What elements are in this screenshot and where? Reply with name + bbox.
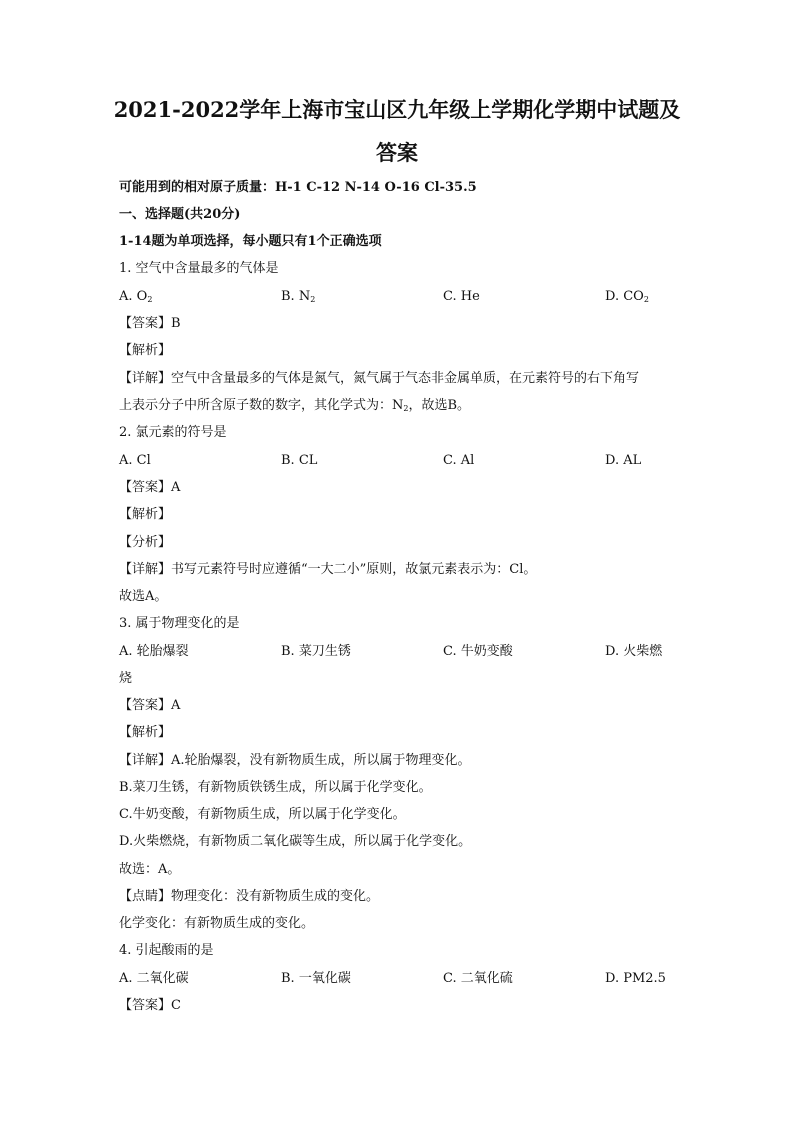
question-2-option-b: B. CL (281, 453, 318, 468)
section-heading: 一、选择题(共20分) (119, 207, 241, 222)
question-1-answer: 【答案】B (119, 316, 181, 331)
question-1-detail-line1: 【详解】空气中含量最多的气体是氮气，氮气属于气态非金属单质，在元素符号的右下角写 (119, 371, 640, 386)
question-3-detail-a: 【详解】A.轮胎爆裂，没有新物质生成，所以属于物理变化。 (119, 753, 471, 768)
question-1-option-a: A. $O_2$ (119, 289, 153, 304)
question-3-conclusion: 故选：A。 (119, 862, 181, 877)
question-1-option-b: B. $N_2$ (281, 289, 316, 304)
question-3-option-a: A. 轮胎爆裂 (119, 644, 189, 659)
document-title-line1: 2021-2022学年上海市宝山区九年级上学期化学期中试题及 (113, 97, 681, 122)
question-1-option-d: D. $CO_2$ (605, 289, 649, 304)
question-3-tip: 【点睛】物理变化：没有新物质生成的变化。 (119, 889, 380, 904)
question-4-option-c: C. 二氧化硫 (443, 971, 513, 986)
question-2-option-d: D. AL (605, 453, 642, 468)
document-title-line2: 答案 (376, 140, 418, 165)
question-4-answer: 【答案】C (119, 998, 181, 1013)
question-2-answer: 【答案】A (119, 480, 181, 495)
question-2-detail: 【详解】书写元素符号时应遵循“一大二小”原则，故氯元素表示为：Cl。 (119, 562, 537, 577)
question-1-option-c: C. He (443, 289, 480, 304)
question-2-option-c: C. Al (443, 453, 475, 468)
question-4-option-a: A. 二氧化碳 (119, 971, 189, 986)
question-3-detail-d: D.火柴燃烧，有新物质二氧化碳等生成，所以属于化学变化。 (119, 834, 472, 849)
question-3-analysis: 【解析】 (119, 725, 172, 740)
question-3-answer: 【答案】A (119, 698, 181, 713)
question-3-option-d-wrap: 烧 (119, 671, 133, 686)
question-1-stem: 1. 空气中含量最多的气体是 (119, 261, 279, 276)
question-3-detail-b: B.菜刀生锈，有新物质铁锈生成，所以属于化学变化。 (119, 780, 432, 795)
question-3-option-d: D. 火柴燃 (605, 644, 663, 659)
question-4-option-b: B. 一氧化碳 (281, 971, 351, 986)
atomic-mass-note: 可能用到的相对原子质量：H-1 C-12 N-14 O-16 Cl-35.5 (119, 180, 477, 195)
question-1-detail-line2: 上表示分子中所含原子数的数字，其化学式为：$N_2$，故选B。 (119, 398, 471, 413)
section-instruction: 1-14题为单项选择，每小题只有1个正确选项 (119, 234, 382, 249)
question-2-fenxi: 【分析】 (119, 535, 172, 550)
question-4-option-d: D. PM2.5 (605, 971, 666, 986)
question-3-option-b: B. 菜刀生锈 (281, 644, 351, 659)
question-2-conclusion: 故选A。 (119, 589, 168, 604)
question-2-analysis: 【解析】 (119, 507, 172, 522)
question-3-detail-c: C.牛奶变酸，有新物质生成，所以属于化学变化。 (119, 807, 406, 822)
question-2-stem: 2. 氯元素的符号是 (119, 425, 227, 440)
question-1-analysis: 【解析】 (119, 343, 172, 358)
question-3-stem: 3. 属于物理变化的是 (119, 616, 240, 631)
question-4-stem: 4. 引起酸雨的是 (119, 943, 214, 958)
question-3-tip-line2: 化学变化：有新物质生成的变化。 (119, 916, 315, 931)
question-3-option-c: C. 牛奶变酸 (443, 644, 513, 659)
question-2-option-a: A. Cl (119, 453, 151, 468)
